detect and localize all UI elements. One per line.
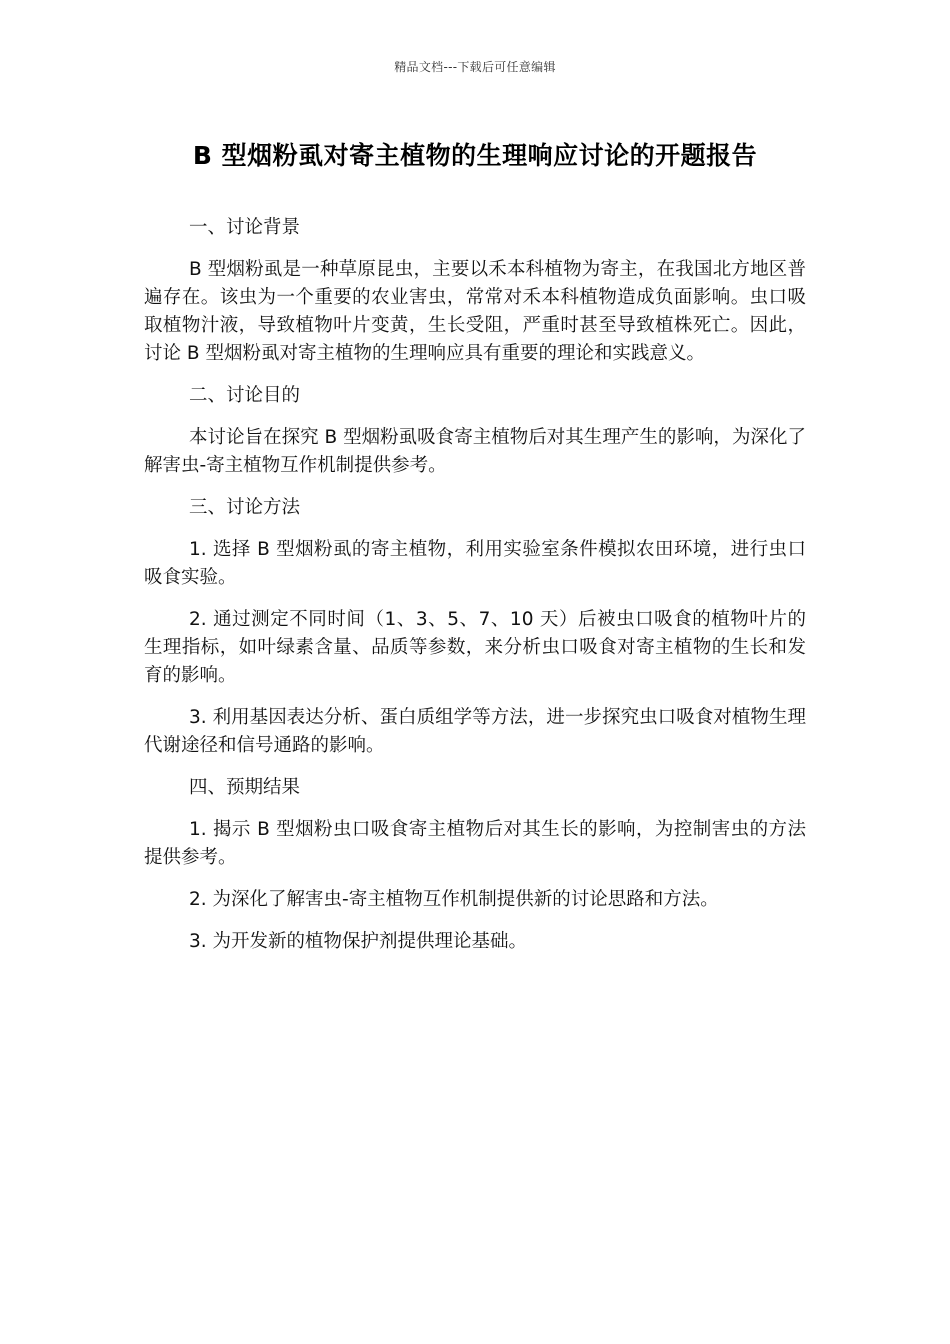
document-body xyxy=(144,214,806,970)
paragraph-method-1: 1. 选择 B 型烟粉虱的寄主植物，利用实验室条件模拟农田环境，进行虫口吸食实验。 xyxy=(144,539,806,588)
paragraph-result-1: 1. 揭示 B 型烟粉虫口吸食寄主植物后对其生长的影响，为控制害虫的方法提供参考。 xyxy=(144,819,806,868)
section-heading-purpose: 二、讨论目的 xyxy=(189,385,301,406)
page-title: B 型烟粉虱对寄主植物的生理响应讨论的开题报告 xyxy=(192,141,758,170)
header-note: 精品文档---下载后可任意编辑 xyxy=(394,60,556,74)
paragraph-result-3: 3. 为开发新的植物保护剂提供理论基础。 xyxy=(189,931,528,952)
section-heading-methods: 三、讨论方法 xyxy=(189,497,301,518)
paragraph-purpose: 本讨论旨在探究 B 型烟粉虱吸食寄主植物后对其生理产生的影响，为深化了解害虫-寄主植物互作机制提供参考。 xyxy=(144,427,806,476)
paragraph-result-2: 2. 为深化了解害虫-寄主植物互作机制提供新的讨论思路和方法。 xyxy=(189,889,719,910)
section-heading-background: 一、讨论背景 xyxy=(189,217,301,238)
section-heading-expected-results: 四、预期结果 xyxy=(189,777,301,798)
paragraph-method-3: 3. 利用基因表达分析、蛋白质组学等方法，进一步探究虫口吸食对植物生理代谢途径和信号通路的影响。 xyxy=(144,707,806,756)
paragraph-method-2: 2. 通过测定不同时间（1、3、5、7、10 天）后被虫口吸食的植物叶片的生理指标，如叶绿素含量、品质等参数，来分析虫口吸食对寄主植物的生长和发育的影响。 xyxy=(144,609,806,686)
paragraph-background: B 型烟粉虱是一种草原昆虫，主要以禾本科植物为寄主，在我国北方地区普遍存在。该虫为一个重要的农业害虫，常常对禾本科植物造成负面影响。虫口吸取植物汁液，导致植物叶片变黄，生长受阻，严重时甚至导致植株死亡。因此，讨论 B 型烟粉虱对寄主植物的生理响应具有重要的理论和实践意义。 xyxy=(144,259,806,364)
